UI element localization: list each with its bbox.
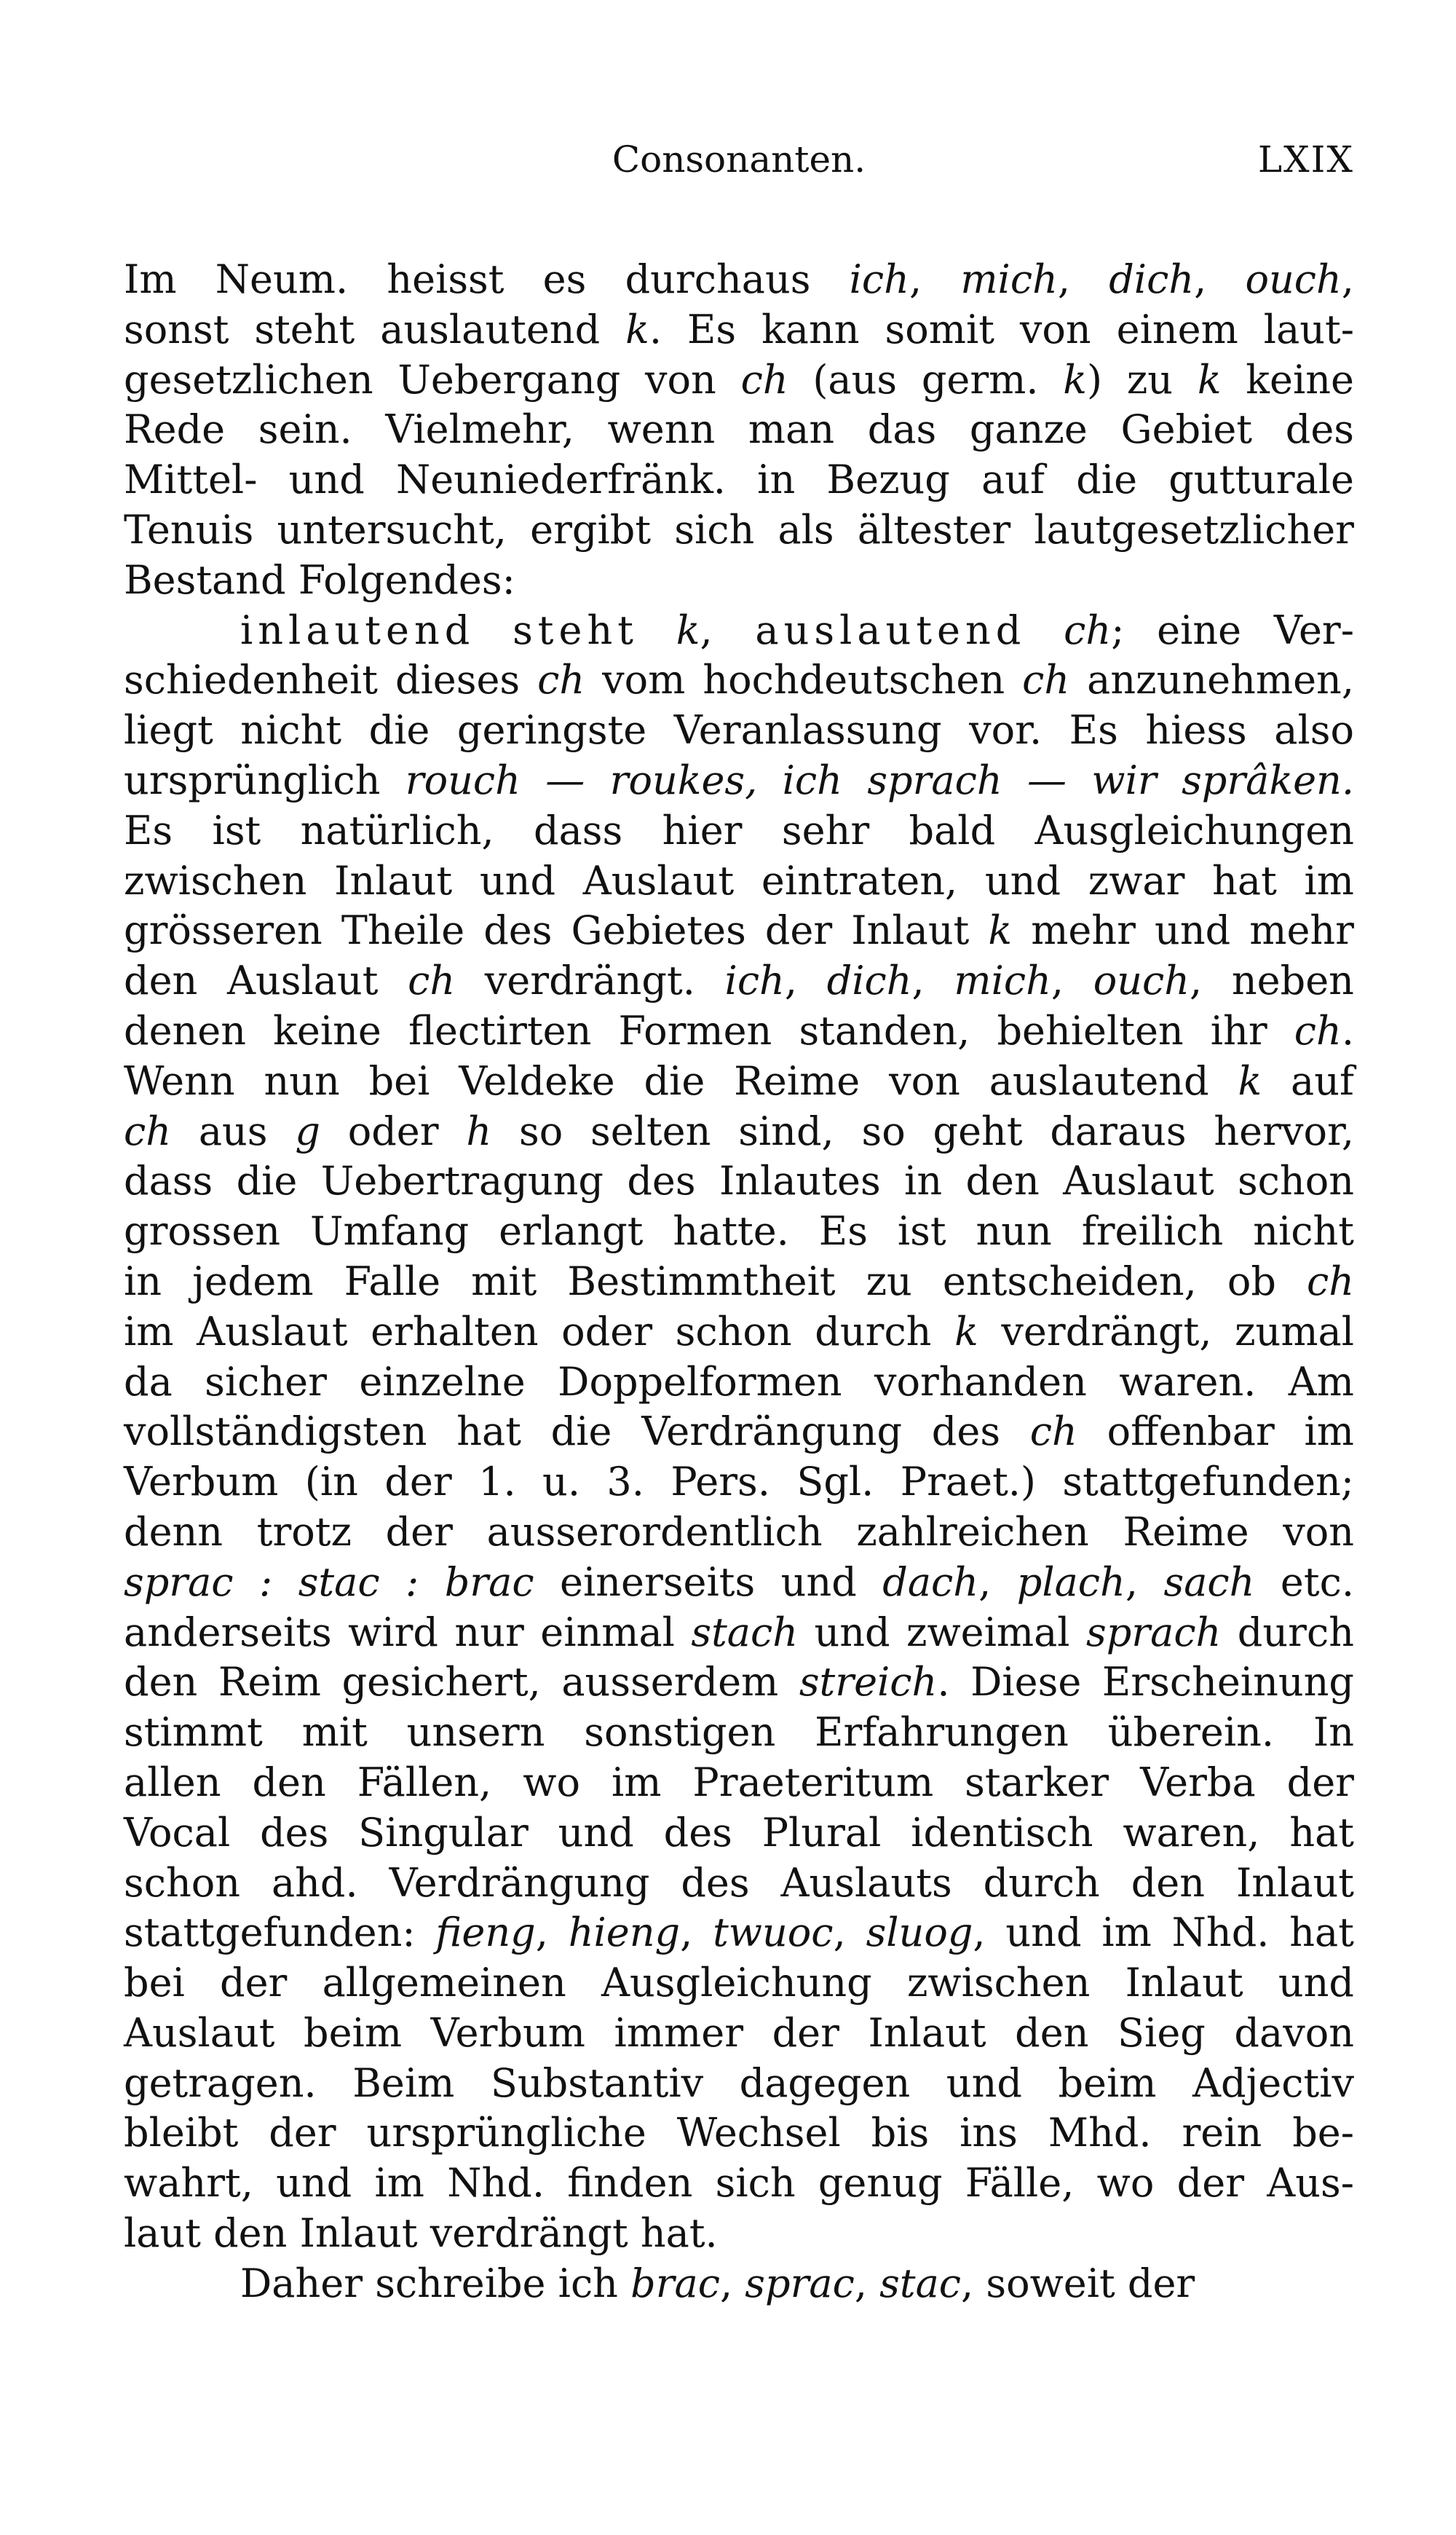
text-run: Auslaut beim Verbum immer der Inlaut den Sieg davon [124,2009,1354,2056]
body-text [124,255,1354,2309]
text-run: grösseren Theile des Gebietes der Inlaut [124,907,989,954]
text-run: keine [1221,356,1354,403]
text-run: stattgefunden: [124,1909,436,1956]
text-run: so selten sind, so geht daraus hervor, [491,1108,1355,1154]
text-line [124,1357,1354,1408]
text-run: mehr und mehr [1012,907,1354,954]
text-run: sonst steht auslautend [124,306,626,352]
text-run: durch [1221,1609,1354,1655]
text-run: . [1341,1007,1354,1054]
text-line [124,1558,1354,1608]
italic-word: sach [1163,1558,1255,1605]
text-run: , [535,1909,569,1956]
text-run: ; eine Ver- [1111,607,1354,653]
text-run: Tenuis untersucht, ergibt sich als ältester lautgesetzlicher [124,506,1354,553]
text-run: , [909,256,961,302]
text-line [124,2059,1354,2109]
italic-word: k [1197,356,1222,403]
italic-word: ich [724,958,785,1004]
text-run: schon ahd. Verdrängung des Auslauts durch den Inlaut [124,1859,1354,1906]
text-run: Es ist natürlich, dass hier sehr bald Ausgleichungen [124,807,1354,853]
italic-word: twuoc [713,1909,834,1956]
text-run: , [1341,256,1354,302]
text-line [124,1107,1354,1157]
text-run: liegt nicht die geringste Veranlassung vor. Es hiess also [124,707,1354,754]
text-run: vollständigsten hat die Verdrängung des [124,1408,1030,1455]
italic-word: k [676,607,700,653]
text-run: zwischen Inlaut und Auslaut eintraten, und zwar hat im [124,857,1354,904]
text-line [124,2108,1354,2159]
italic-word: ouch [1245,256,1342,302]
text-run: anderseits wird nur einmal [124,1609,692,1655]
text-run: gesetzlichen Uebergang von [124,356,741,403]
italic-word: h [466,1108,492,1154]
text-run: ) zu [1087,356,1198,403]
italic-word: rouch — roukes, ich sprach — wir sprâken. [405,757,1354,803]
text-line [124,1507,1354,1558]
text-run: denn trotz der ausserordentlich zahlreichen Reime von [124,1508,1354,1555]
text-run: , neben [1190,958,1354,1004]
italic-word: k [988,907,1013,954]
italic-word: ch [408,958,456,1004]
text-run: in jedem Falle mit Bestimmtheit zu entscheiden, ob [124,1258,1307,1304]
text-line [124,2209,1354,2259]
text-run: aus [171,1108,296,1154]
text-line [124,1057,1354,1107]
text-run: Daher schreibe ich [240,2260,631,2306]
italic-word: ich [849,256,909,302]
text-run: . Diese Erscheinung [937,1659,1354,1706]
text-line [124,1608,1354,1658]
text-run: und zweimal [798,1609,1087,1655]
text-run: wahrt, und im Nhd. finden sich genug Fälle, wo der Aus- [124,2160,1354,2207]
text-run: . Es kann somit von einem laut- [649,306,1354,352]
text-line [124,806,1354,856]
text-line [124,1858,1354,1909]
text-run: , und im Nhd. hat [973,1909,1354,1956]
text-line [124,2008,1354,2059]
italic-word: ch [1306,1258,1354,1304]
text-line [124,606,1354,656]
text-line [124,305,1354,355]
text-run: Wenn nun bei Veldeke die Reime von auslautend [124,1057,1238,1104]
italic-word: ch [1294,1007,1342,1054]
italic-word: brac [630,2260,720,2306]
running-head [124,138,1354,189]
text-run: (aus germ. [788,356,1064,403]
italic-word: sprac : stac : brac [124,1558,534,1605]
text-run: bleibt der ursprüngliche Wechsel bis ins Mhd. rein be- [124,2110,1354,2156]
text-run: den Reim gesichert, ausserdem [124,1659,799,1706]
italic-word: plach [1016,1558,1125,1605]
page-number: LXIX [1257,138,1354,181]
text-run: bei der allgemeinen Ausgleichung zwischen Inlaut und [124,1960,1354,2006]
text-run: da sicher einzelne Doppelformen vorhanden waren. Am [124,1358,1354,1405]
text-run: laut den Inlaut verdrängt hat. [124,2210,718,2257]
text-run: dass die Uebertragung des Inlautes in den Auslaut schon [124,1158,1354,1205]
italic-word: k [1238,1057,1262,1104]
italic-word: k [1063,356,1088,403]
text-line [124,455,1354,505]
text-line [124,1207,1354,1257]
italic-word: mich [960,256,1058,302]
italic-word: ch [124,1108,172,1154]
italic-word: sluog [866,1909,973,1956]
text-line [124,1708,1354,1758]
text-run: stimmt mit unsern sonstigen Erfahrungen überein. In [124,1709,1354,1756]
text-line [124,1808,1354,1858]
text-run: , [719,2260,745,2306]
text-run: , [1057,256,1109,302]
text-run: inlautend steht [240,607,676,653]
italic-word: dach [882,1558,979,1605]
text-run: verdrängt. [455,958,725,1004]
text-line [124,756,1354,806]
text-run: Verbum (in der 1. u. 3. Pers. Sgl. Praet.) stattgefunden; [124,1459,1354,1505]
text-run: Im Neum. heisst es durchaus [124,256,850,302]
text-line [124,405,1354,455]
text-run: , [854,2260,880,2306]
text-run: , auslautend [700,607,1064,653]
text-run: oder [320,1108,467,1154]
italic-word: dich [826,958,912,1004]
italic-word: ouch [1093,958,1190,1004]
text-run: Mittel- und Neuniederfränk. in Bezug auf die gutturale [124,457,1354,503]
text-run: Vocal des Singular und des Plural identisch waren, hat [124,1809,1354,1856]
italic-word: ch [740,356,788,403]
italic-word: stac [879,2260,962,2306]
text-line [124,556,1354,606]
text-run: den Auslaut [124,958,408,1004]
text-line [124,655,1354,706]
text-run: ursprünglich [124,757,405,803]
text-line [124,1156,1354,1207]
text-run: denen keine flectirten Formen standen, behielten ihr [124,1007,1294,1054]
text-run: offenbar im [1077,1408,1354,1455]
italic-word: sprac [745,2260,855,2306]
text-run: Rede sein. Vielmehr, wenn man das ganze Gebiet des [124,406,1354,453]
italic-word: k [954,1308,978,1355]
text-line [124,1758,1354,1808]
italic-word: streich [799,1659,938,1706]
italic-word: k [625,306,649,352]
text-line [124,706,1354,756]
text-run: vom hochdeutschen [585,657,1023,703]
text-run: Bestand Folgendes: [124,556,515,603]
text-line [124,956,1354,1006]
italic-word: mich [954,958,1051,1004]
text-run: , [1194,256,1246,302]
text-line [124,1407,1354,1457]
running-title: Consonanten. [612,138,866,181]
text-run: einerseits und [534,1558,883,1605]
italic-word: ch [1029,1408,1077,1455]
text-run: allen den Fällen, wo im Praeteritum starker Verba der [124,1759,1354,1805]
text-run: , soweit der [961,2260,1195,2306]
text-run: schiedenheit dieses [124,657,538,703]
text-line [124,1958,1354,2008]
text-line [124,906,1354,956]
text-line [124,255,1354,305]
text-run: , [680,1909,713,1956]
italic-word: stach [691,1609,798,1655]
text-line [124,355,1354,406]
italic-word: g [295,1108,320,1154]
italic-word: hieng [568,1909,681,1956]
italic-word: ch [1064,607,1112,653]
text-run: im Auslaut erhalten oder schon durch [124,1308,955,1355]
text-run: , [978,1558,1017,1605]
text-line [124,2259,1354,2309]
text-line [124,2159,1354,2209]
text-line [124,1908,1354,1958]
text-line [124,856,1354,907]
italic-word: ch [537,657,585,703]
text-line [124,1657,1354,1708]
text-run: verdrängt, zumal [978,1308,1354,1355]
italic-word: dich [1109,256,1195,302]
text-run: , [833,1909,866,1956]
text-line [124,1307,1354,1357]
text-run: , [1051,958,1093,1004]
text-run: grossen Umfang erlangt hatte. Es ist nun freilich nicht [124,1208,1354,1255]
text-line [124,1457,1354,1507]
text-run: , [1125,1558,1164,1605]
italic-word: sprach [1086,1609,1222,1655]
text-line [124,1257,1354,1307]
text-line [124,505,1354,556]
text-line [124,1006,1354,1057]
text-run: getragen. Beim Substantiv dagegen und beim Adjectiv [124,2059,1354,2106]
text-run: , [911,958,954,1004]
text-run: , [784,958,827,1004]
text-run: auf [1262,1057,1354,1104]
italic-word: fieng [435,1909,536,1956]
text-run: anzunehmen, [1069,657,1354,703]
italic-word: ch [1022,657,1070,703]
text-run: etc. [1254,1558,1354,1605]
